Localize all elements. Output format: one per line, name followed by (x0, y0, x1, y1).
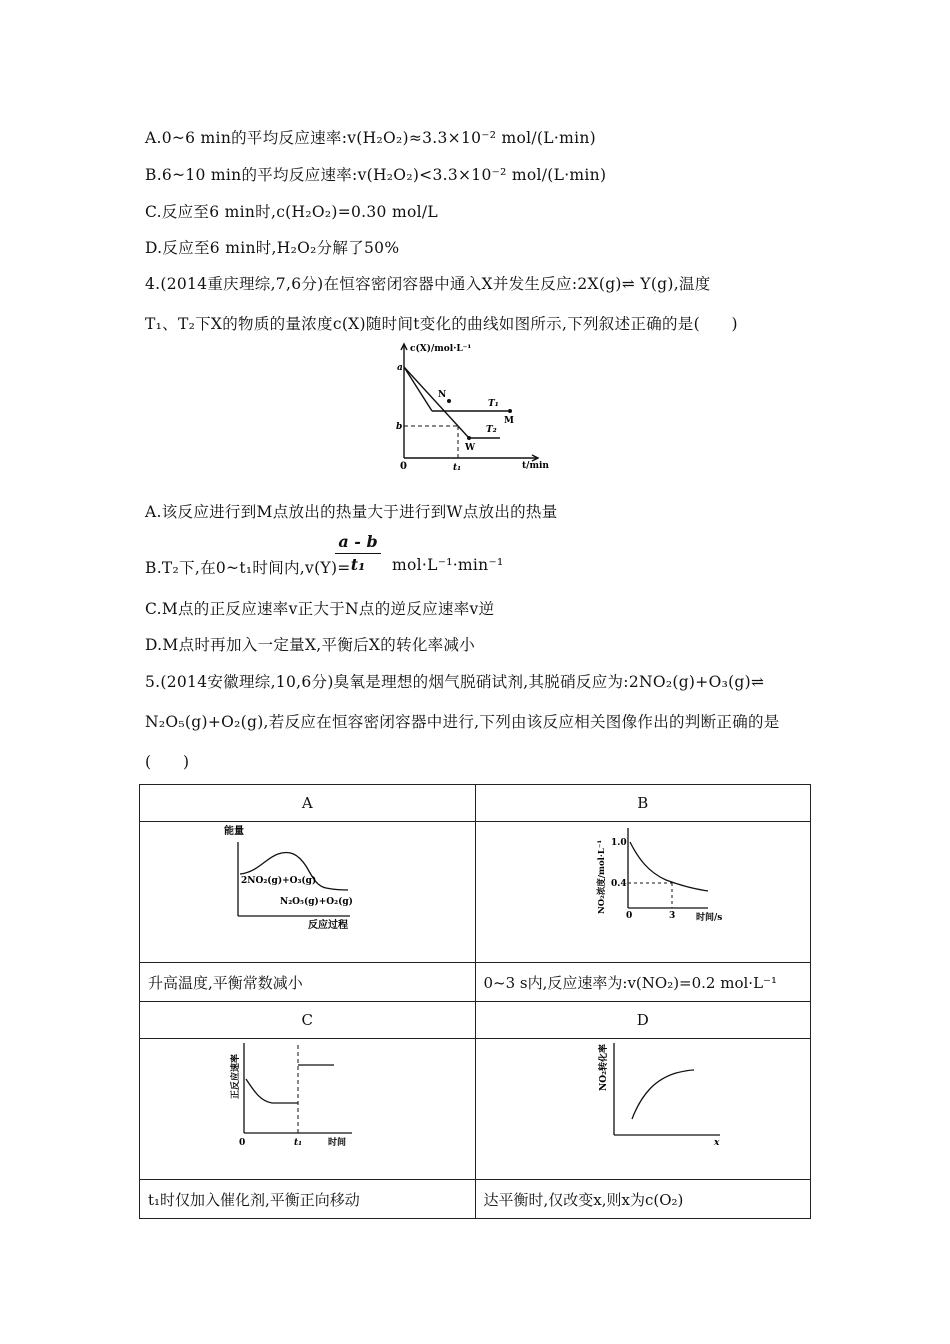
q4-option-c: C.M点的正反应速率v正大于N点的逆反应速率v逆 (145, 600, 495, 618)
q4-stem-line1: 4.(2014重庆理综,7,6分)在恒容密闭容器中通入X并发生反应:2X(g)⇌ Y(g),温度 (145, 275, 711, 293)
q4-option-b-suffix: mol·L⁻¹·min⁻¹ (392, 556, 504, 574)
q5-graph-c (140, 1039, 474, 1175)
q4-label-m: M (504, 416, 514, 426)
q4-label-b: b (396, 422, 403, 432)
b-tick-04: 0.4 (610, 879, 627, 889)
b-tick-1: 1.0 (610, 838, 627, 848)
q3-option-d: D.反应至6 min时,H₂O₂分解了50% (145, 239, 400, 257)
point-n (447, 399, 451, 403)
q5-graph-d (476, 1039, 846, 1175)
a-reactants: 2NO₂(g)+O₃(g) (241, 876, 317, 886)
q5-options-table (139, 784, 811, 1219)
a-xlabel: 反应过程 (308, 920, 348, 931)
q5-header-d: D (475, 1002, 811, 1039)
q5-stem-line2: N₂O₅(g)+O₂(g),若反应在恒容密闭容器中进行,下列由该反应相关图像作出的判断正确的是 (145, 713, 780, 731)
q3-option-c: C.反应至6 min时,c(H₂O₂)=0.30 mol/L (145, 203, 438, 221)
d-xlabel: x (713, 1138, 719, 1148)
q4-label-t1: t₁ (453, 463, 462, 473)
q5-caption-c: t₁时仅加入催化剂,平衡正向移动 (140, 1180, 476, 1219)
q3-option-a: A.0~6 min的平均反应速率:v(H₂O₂)≈3.3×10⁻² mol/(L·min) (145, 129, 596, 147)
q4-label-n: N (438, 390, 447, 400)
q4-option-b-prefix: B.T₂下,在0~t₁时间内,v(Y)= (145, 559, 351, 577)
a-ylabel: 能量 (224, 826, 244, 837)
q4-stem-line2: T₁、T₂下X的物质的量浓度c(X)随时间t变化的曲线如图所示,下列叙述正确的是( ) (145, 315, 738, 333)
q4-xlabel: t/min (522, 461, 549, 471)
point-w (467, 436, 471, 440)
q4-label-t2-curve: T₂ (486, 425, 497, 435)
q4-label-w: W (465, 443, 476, 453)
q4-option-b-fraction (333, 533, 383, 574)
q5-graph-c-cell (140, 1039, 476, 1180)
q5-caption-d: 达平衡时,仅改变x,则x为c(O₂) (475, 1180, 811, 1219)
q4-label-t1-curve: T₁ (488, 399, 499, 409)
a-products: N₂O₅(g)+O₂(g) (280, 897, 353, 907)
b-origin: 0 (625, 911, 632, 921)
q5-graph-b-cell (475, 822, 811, 963)
q5-caption-a: 升高温度,平衡常数减小 (140, 963, 476, 1002)
c-t1: t₁ (294, 1138, 303, 1148)
c-origin: 0 (239, 1138, 246, 1148)
q4-option-a: A.该反应进行到M点放出的热量大于进行到W点放出的热量 (145, 503, 558, 521)
d-ylabel: NO₂转化率 (598, 1043, 609, 1091)
q5-graph-b (476, 822, 846, 958)
q5-graph-a (140, 822, 474, 958)
fraction-numerator: a - b (338, 532, 378, 551)
c-xlabel: 时间 (328, 1138, 347, 1148)
q5-caption-b: 0~3 s内,反应速率为:v(NO₂)=0.2 mol·L⁻¹ (475, 963, 811, 1002)
q4-option-d: D.M点时再加入一定量X,平衡后X的转化率减小 (145, 636, 476, 654)
q4-origin: 0 (400, 461, 407, 472)
q5-header-c: C (140, 1002, 476, 1039)
q4-ylabel: c(X)/mol·L⁻¹ (410, 344, 472, 354)
fraction-denominator: t₁ (350, 555, 366, 574)
b-ylabel: NO₂浓度/mol·L⁻¹ (596, 839, 607, 914)
c-ylabel: 正反应速率 (231, 1053, 241, 1099)
q4-concentration-graph (392, 340, 562, 475)
q5-stem-line3: ( ) (145, 753, 190, 771)
b-xlabel: 时间/s (695, 913, 722, 923)
b-tick-3: 3 (668, 911, 675, 921)
fraction-bar (335, 553, 381, 554)
q4-label-a: a (397, 363, 403, 373)
q5-stem-line1: 5.(2014安徽理综,10,6分)臭氧是理想的烟气脱硝试剂,其脱硝反应为:2NO₂(g)+O₃(g)⇌ (145, 673, 765, 691)
q5-graph-d-cell (475, 1039, 811, 1180)
q5-header-a: A (140, 785, 476, 822)
q5-header-b: B (475, 785, 811, 822)
q5-graph-a-cell (140, 822, 476, 963)
q3-option-b: B.6~10 min的平均反应速率:v(H₂O₂)<3.3×10⁻² mol/(L·min) (145, 166, 607, 184)
point-m (508, 409, 512, 413)
